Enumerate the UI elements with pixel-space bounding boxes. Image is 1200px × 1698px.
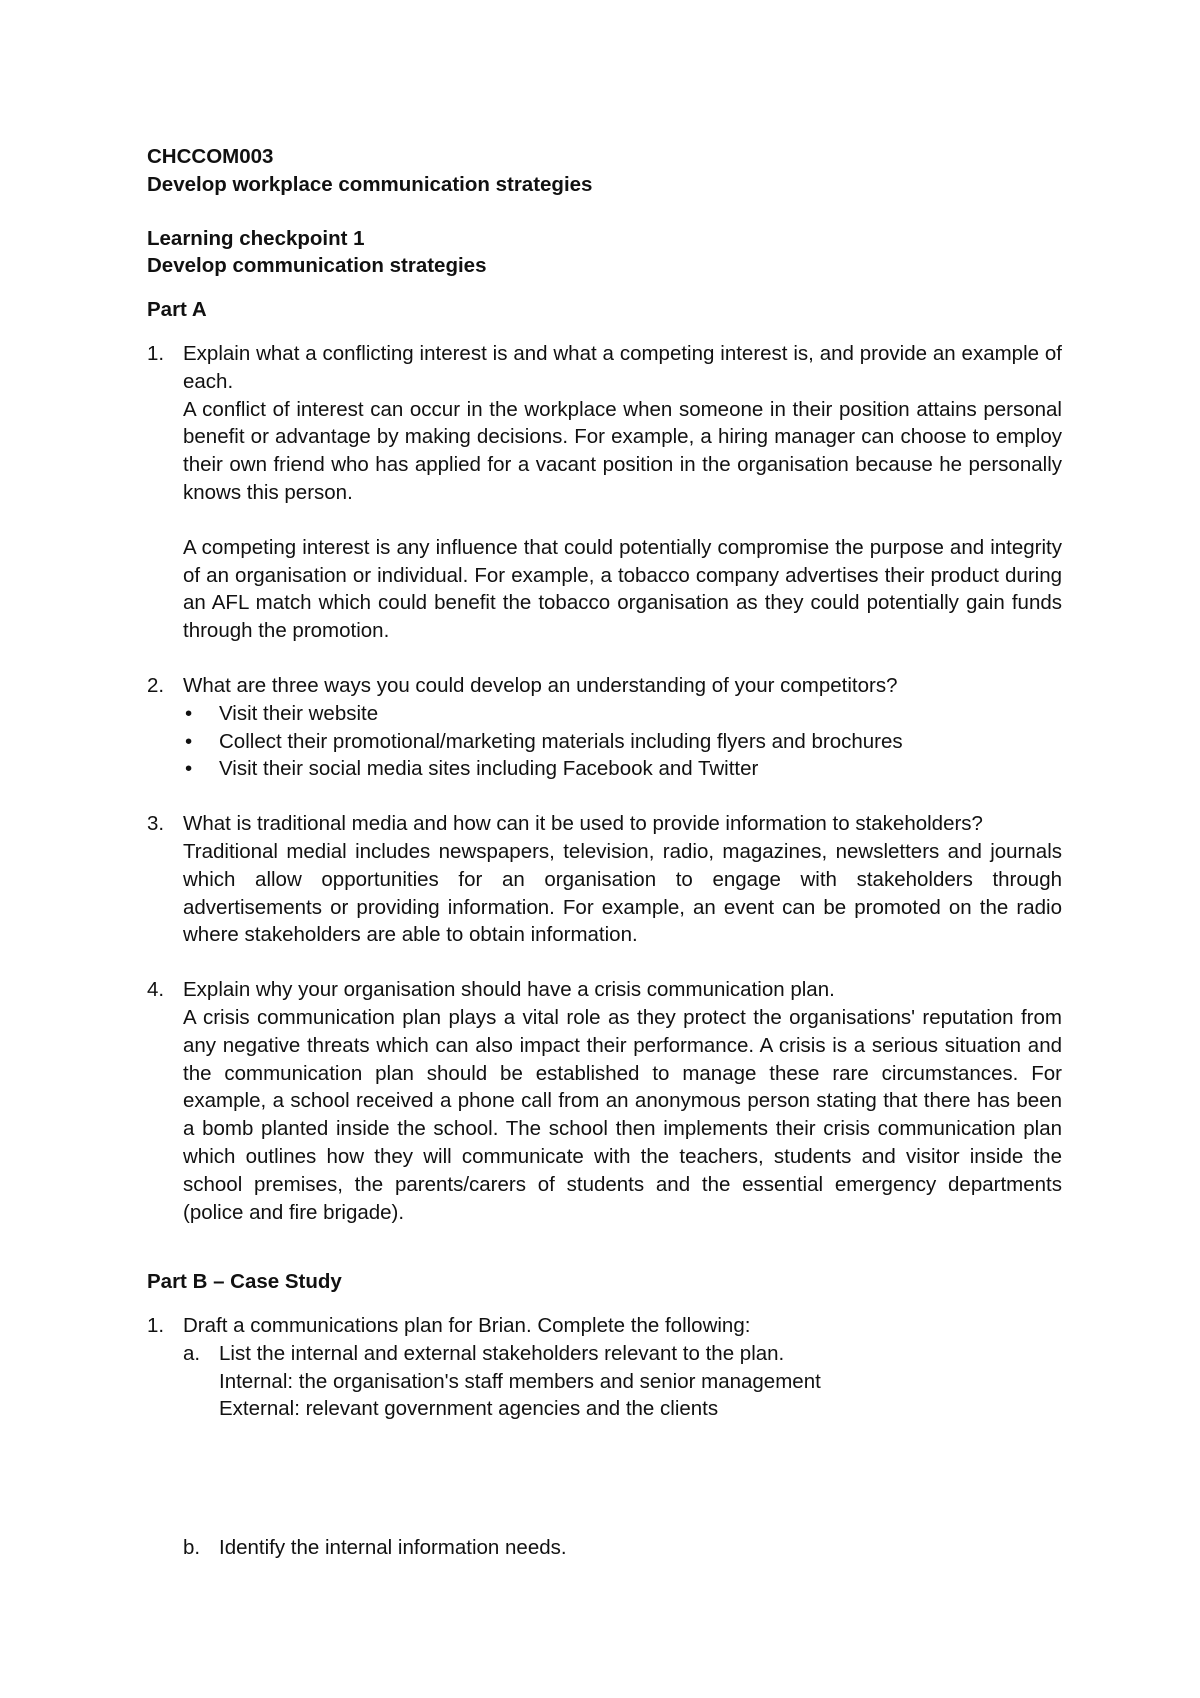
part-a-heading: Part A	[147, 298, 207, 322]
spacer	[147, 199, 1062, 225]
question-text: Draft a communications plan for Brian. Complete the following:	[183, 1314, 751, 1338]
unit-code: CHCCOM003	[147, 145, 274, 168]
question-number: 2.	[147, 673, 165, 697]
question-number: 1.	[147, 1314, 165, 1338]
question-2	[147, 672, 1062, 783]
list-item-text: Visit their website	[219, 701, 379, 725]
spacer	[147, 1226, 1062, 1268]
sub-question-text: List the internal and external stakeholders relevant to the plan.	[219, 1341, 785, 1365]
spacer	[183, 507, 1062, 534]
sub-question-b	[183, 1534, 1062, 1562]
list-item-text: Visit their social media sites including Facebook and Twitter	[219, 757, 759, 781]
sub-question-a	[183, 1340, 1062, 1423]
question-text: Explain why your organisation should have a crisis communication plan.	[183, 978, 835, 1002]
spacer	[147, 645, 1062, 672]
spacer	[147, 280, 1062, 296]
answer-space	[183, 1423, 1062, 1534]
answer-text: A competing interest is any influence that could potentially compromise the purpose and integrity of an organisation or individual. For example, a tobacco company advertises their product during an AFL match which could benefit the tobacco organisation as they could potentially gain funds through the promotion.	[183, 535, 1062, 643]
question-4	[147, 976, 1062, 1226]
bullet-icon: •	[185, 757, 193, 781]
external-stakeholders: External: relevant government agencies and the clients	[219, 1397, 719, 1421]
answer-text: A crisis communication plan plays a vital role as they protect the organisations' reputation from any negative threats which can also impact their performance. A crisis is a serious situation and the communication plan should be established to manage these rare circumstances. For example, a school received a phone call from an anonymous person stating that there has been a bomb planted inside the school. The school then implements their crisis communication plan which outlines how they will communicate with the teachers, students and visitor inside the school premises, the parents/carers of students and the essential emergency departments (police and fire brigade).	[183, 1005, 1062, 1224]
sub-question-letter: a.	[183, 1341, 201, 1365]
question-3	[147, 810, 1062, 949]
spacer	[147, 324, 1062, 340]
question-number: 4.	[147, 978, 165, 1002]
spacer	[147, 783, 1062, 810]
checkpoint-label: Learning checkpoint 1	[147, 226, 365, 250]
list-item	[183, 755, 1062, 783]
bullet-list	[183, 700, 1062, 783]
document-page	[147, 143, 1062, 1562]
spacer	[147, 1296, 1062, 1312]
list-item-text: Collect their promotional/marketing materials including flyers and brochures	[219, 729, 903, 753]
question-1	[147, 340, 1062, 645]
list-item	[183, 728, 1062, 756]
sub-question-letter: b.	[183, 1536, 201, 1560]
question-text: What is traditional media and how can it be used to provide information to stakeholders?	[183, 812, 983, 836]
answer-text: Traditional medial includes newspapers, television, radio, magazines, newsletters and journals which allow opportunities for an organisation to engage with stakeholders through advertisements or providing information. For example, an event can be promoted on the radio where stakeholders are able to obtain information.	[183, 839, 1062, 947]
answer-text: A conflict of interest can occur in the workplace when someone in their position attains personal benefit or advantage by making decisions. For example, a hiring manager can choose to employ their own friend who has applied for a vacant position in the organisation because he personally knows this person.	[183, 397, 1062, 504]
bullet-icon: •	[185, 701, 193, 725]
spacer	[147, 949, 1062, 976]
question-number: 1.	[147, 341, 165, 365]
bullet-icon: •	[185, 729, 193, 753]
part-b-heading: Part B – Case Study	[147, 1270, 342, 1294]
internal-stakeholders: Internal: the organisation's staff members and senior management	[219, 1369, 821, 1393]
unit-title: Develop workplace communication strategies	[147, 172, 593, 196]
question-text: Explain what a conflicting interest is and what a competing interest is, and provide an example of each.	[183, 341, 1062, 393]
list-item	[183, 700, 1062, 728]
question-number: 3.	[147, 812, 165, 836]
checkpoint-title: Develop communication strategies	[147, 254, 487, 278]
question-text: What are three ways you could develop an understanding of your competitors?	[183, 673, 898, 697]
case-study-question-1	[147, 1312, 1062, 1562]
sub-question-text: Identify the internal information needs.	[219, 1536, 567, 1560]
